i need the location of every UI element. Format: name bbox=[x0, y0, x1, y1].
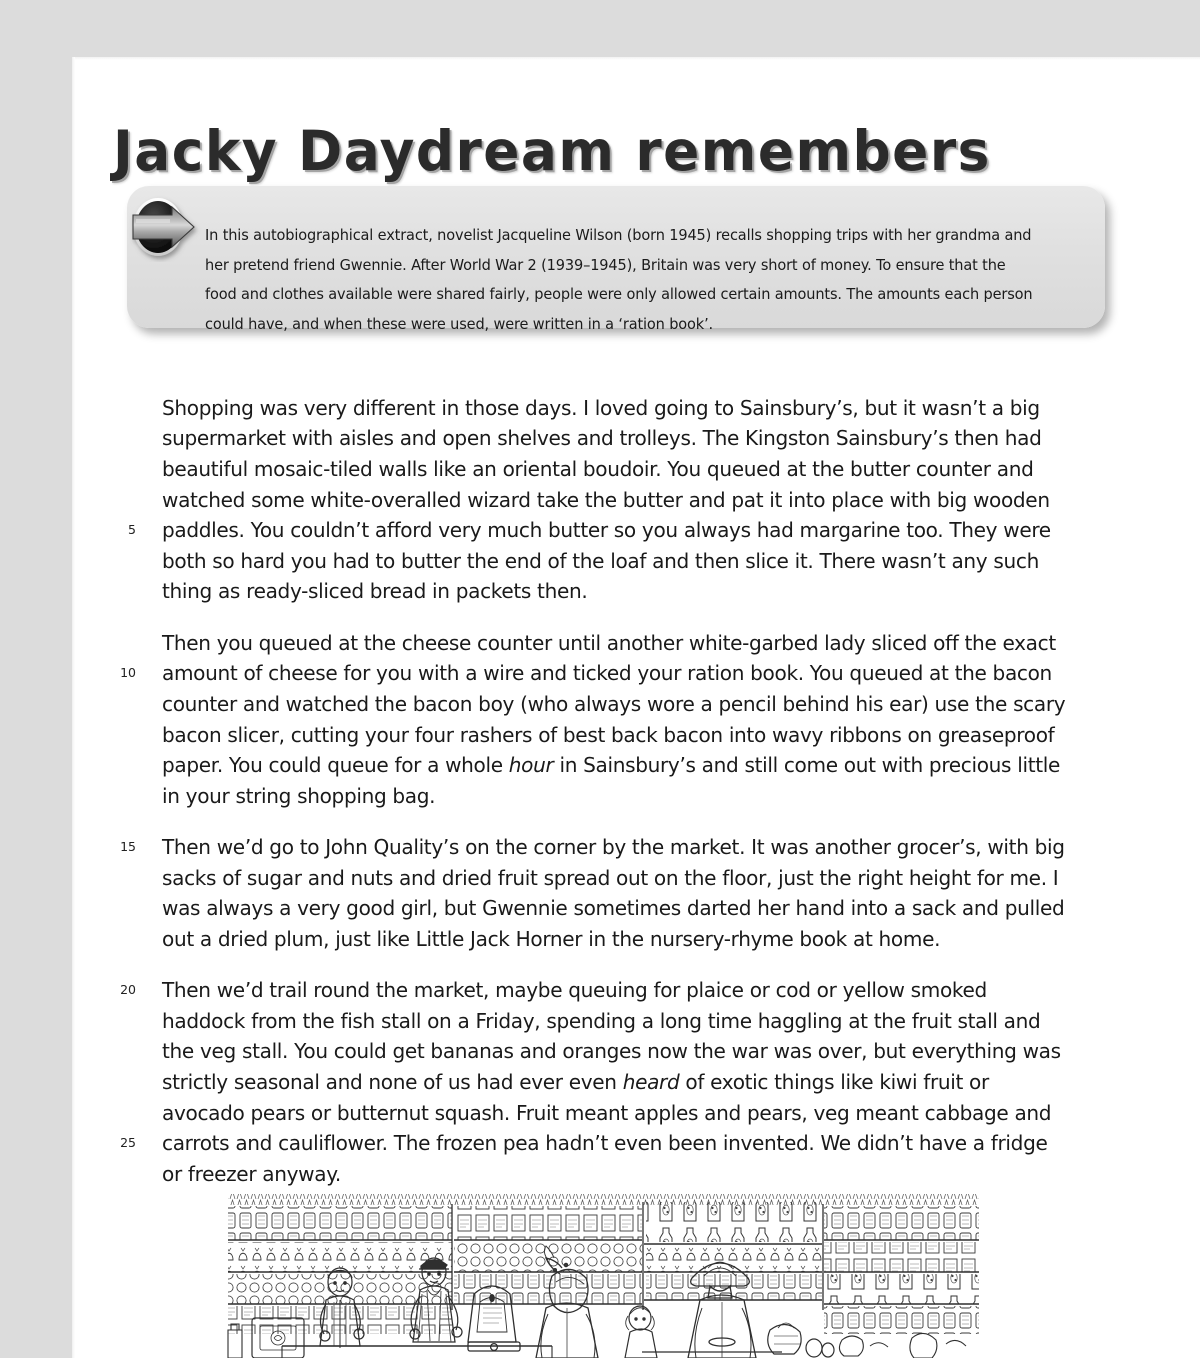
line-number: 25 bbox=[120, 1135, 136, 1151]
right-arrow-circle-icon bbox=[112, 192, 208, 262]
page-title: Jacky Daydream remembers bbox=[113, 118, 991, 183]
page-margin-left bbox=[0, 0, 72, 1358]
line-number: 10 bbox=[120, 664, 136, 680]
paragraph-text: Then you queued at the cheese counter until another white-garbed lady sliced off the exact amount of cheese for you with a wire and ticked your ration book. You queued at the bacon counter and watched the bacon boy (who always wore a pencil behind his ear) use the scary bacon slicer, cutting your four rashers of best back bacon into wavy ribbons on greaseproof paper. You could queue for a whole hour in Sainsbury’s and still come out with precious little in your string shopping bag. bbox=[162, 630, 1066, 808]
page-sheet-top-edge bbox=[72, 57, 1200, 60]
page-sheet-left-edge bbox=[72, 57, 75, 1358]
line-number: 20 bbox=[120, 982, 136, 998]
paragraph-text: Then we’d trail round the market, maybe queuing for plaice or cod or yellow smoked haddock from the fish stall on a Friday, spending a long time haggling at the fruit stall and the veg stall. You could get bananas and oranges now the war was over, but everything was strictly seasonal and none of us had ever even heard of exotic things like kiwi fruit or avocado pears or butternut squash. Fruit meant apples and pears, veg meant cabbage and carrots and cauliflower. The frozen pea hadn’t even been invented. We didn’t have a fridge or freezer anyway. bbox=[162, 978, 1061, 1186]
grocery-shop-line-drawing bbox=[222, 1190, 985, 1358]
article-body bbox=[110, 372, 1100, 1210]
line-number: 15 bbox=[120, 839, 136, 855]
page-margin-top bbox=[0, 0, 1200, 57]
paragraph-block bbox=[110, 832, 1100, 954]
paragraph-block bbox=[110, 628, 1100, 812]
line-number: 5 bbox=[128, 521, 136, 537]
paragraph-block bbox=[110, 975, 1100, 1189]
paragraph-text: Then we’d go to John Quality’s on the corner by the market. It was another grocer’s, with big sacks of sugar and nuts and dried fruit spread out on the floor, just the right height for me. I was always a very good girl, but Gwennie sometimes darted her hand into a sack and pulled out a dried plum, just like Little Jack Horner in the nursery-rhyme book at home. bbox=[162, 835, 1065, 951]
intro-callout-box bbox=[127, 186, 1105, 333]
paragraph-text: Shopping was very different in those days. I loved going to Sainsbury’s, but it wasn’t a big supermarket with aisles and open shelves and trolleys. The Kingston Sainsbury’s then had beautiful mosaic-tiled walls like an oriental boudoir. You queued at the butter counter and watched some white-overalled wizard take the butter and pat it into place with big wooden paddles. You couldn’t afford very much butter so you always had margarine too. They were both so hard you had to butter the end of the loaf and then slice it. There wasn’t any such thing as ready-sliced bread in packets then. bbox=[162, 395, 1051, 604]
paragraph-block bbox=[110, 393, 1100, 607]
intro-paragraph: In this autobiographical extract, novelist Jacqueline Wilson (born 1945) recalls shopping trips with her grandma and her pretend friend Gwennie. After World War 2 (1939–1945), Britain was very short of money. To ensure that the food and clothes available were shared fairly, people were only allowed certain amounts. The amounts each person could have, and when these were used, were written in a ‘ration book’. bbox=[205, 226, 1033, 333]
